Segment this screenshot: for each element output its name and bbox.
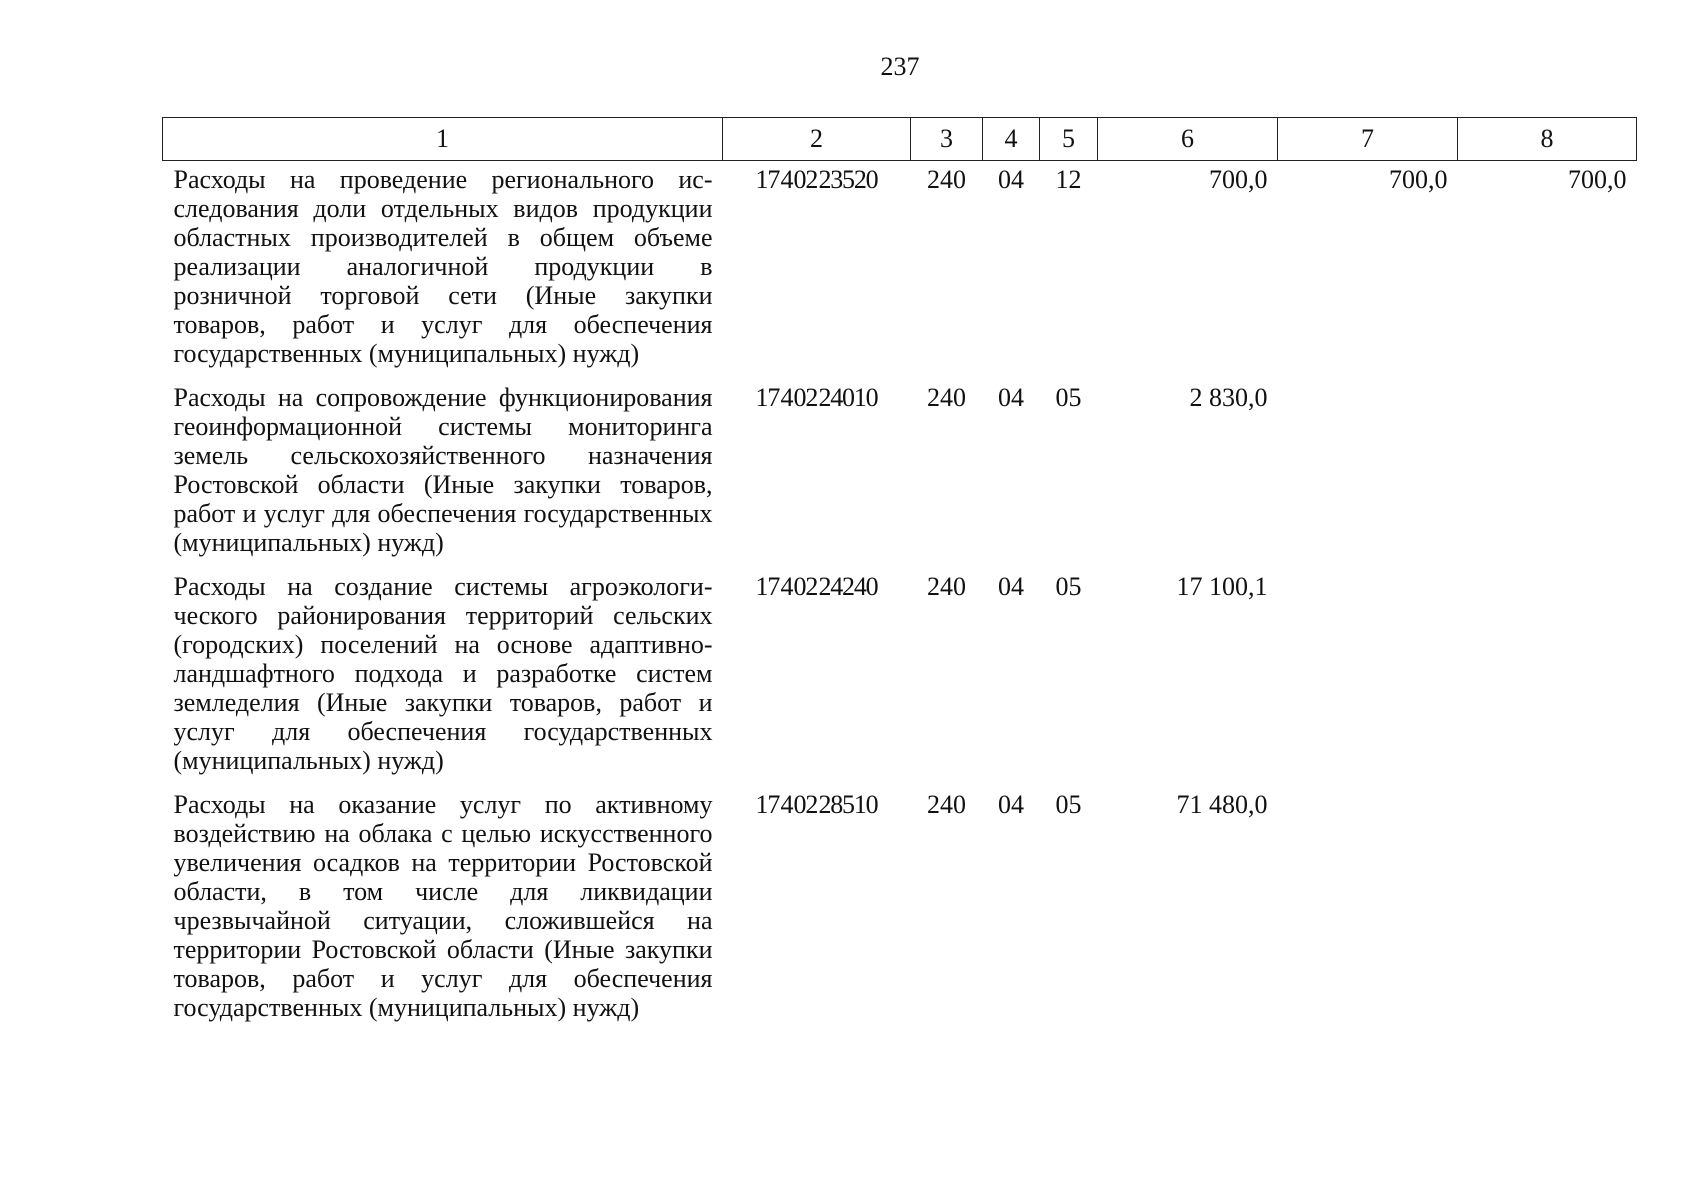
target-article-code: 17 4 02 24010	[755, 383, 878, 412]
column-number-header-row	[163, 118, 1637, 161]
amount-col-7	[1278, 572, 1458, 790]
column-header: 1	[163, 118, 723, 161]
amount-col-6: 700,0	[1209, 165, 1268, 194]
subsection-code: 12	[1055, 165, 1082, 194]
amount-col-7: 700,0	[1389, 165, 1448, 194]
page-number: 237	[880, 52, 920, 81]
target-article-code: 17 4 02 24240	[755, 572, 878, 601]
table-row	[163, 383, 1637, 572]
column-header: 4	[983, 118, 1040, 161]
section-code: 04	[998, 790, 1024, 819]
expense-type-code: 240	[927, 165, 966, 194]
expense-type-code: 240	[927, 383, 966, 412]
amount-col-6: 71 480,0	[1176, 790, 1268, 819]
expense-type-code: 240	[927, 572, 966, 601]
column-header: 7	[1278, 118, 1458, 161]
budget-table	[162, 117, 1637, 1037]
table-row	[163, 790, 1637, 1037]
subsection-code: 05	[1055, 572, 1082, 601]
expense-name: Расходы на сопровождение функционирования геоинформационной системы мониторинга земель сельскохозяйственного назначения Ростовской области (Иные закупки товаров, работ и услуг для обеспечения государственных (муниципальных) нужд)	[173, 383, 713, 557]
amount-col-8	[1458, 383, 1637, 572]
target-article-code: 17 4 02 28510	[755, 790, 878, 819]
amount-col-6: 2 830,0	[1189, 383, 1268, 412]
subsection-code: 05	[1055, 383, 1082, 412]
subsection-code: 05	[1055, 790, 1082, 819]
target-article-code: 17 4 02 23520	[755, 165, 878, 194]
amount-col-8	[1458, 572, 1637, 790]
amount-col-8	[1458, 790, 1637, 1037]
amount-col-8: 700,0	[1568, 165, 1627, 194]
expense-type-code: 240	[927, 790, 966, 819]
column-header: 5	[1040, 118, 1098, 161]
amount-col-7	[1278, 383, 1458, 572]
amount-col-6: 17 100,1	[1176, 572, 1268, 601]
expense-name: Расходы на создание системы агроэкологического районирования территорий сельских (городских) поселений на основе адаптивно-ландшафтного подхода и разработке систем земледелия (Иные закупки товаров, работ и услуг для обеспечения государственных (муниципальных) нужд)	[173, 572, 713, 775]
section-code: 04	[998, 572, 1024, 601]
section-code: 04	[998, 165, 1024, 194]
expense-name: Расходы на оказание услуг по активному воздействию на облака с целью искусственного увеличения осадков на территории Ростовской области, в том числе для ликвидации чрезвычайной ситуации, сложившейся на территории Ростовской области (Иные закупки товаров, работ и услуг для обеспечения государственных (муниципальных) нужд)	[173, 790, 713, 1022]
expense-name: Расходы на проведение регионального исследования доли отдельных видов продукции областных производителей в общем объеме реализации аналогичной продукции в розничной торговой сети (Иные закупки товаров, работ и услуг для обеспечения государственных (муниципальных) нужд)	[173, 165, 713, 368]
amount-col-7	[1278, 790, 1458, 1037]
table-row	[163, 572, 1637, 790]
column-header: 2	[723, 118, 911, 161]
column-header: 6	[1098, 118, 1278, 161]
table-row	[163, 161, 1637, 384]
column-header: 8	[1458, 118, 1637, 161]
section-code: 04	[998, 383, 1024, 412]
column-header: 3	[911, 118, 983, 161]
